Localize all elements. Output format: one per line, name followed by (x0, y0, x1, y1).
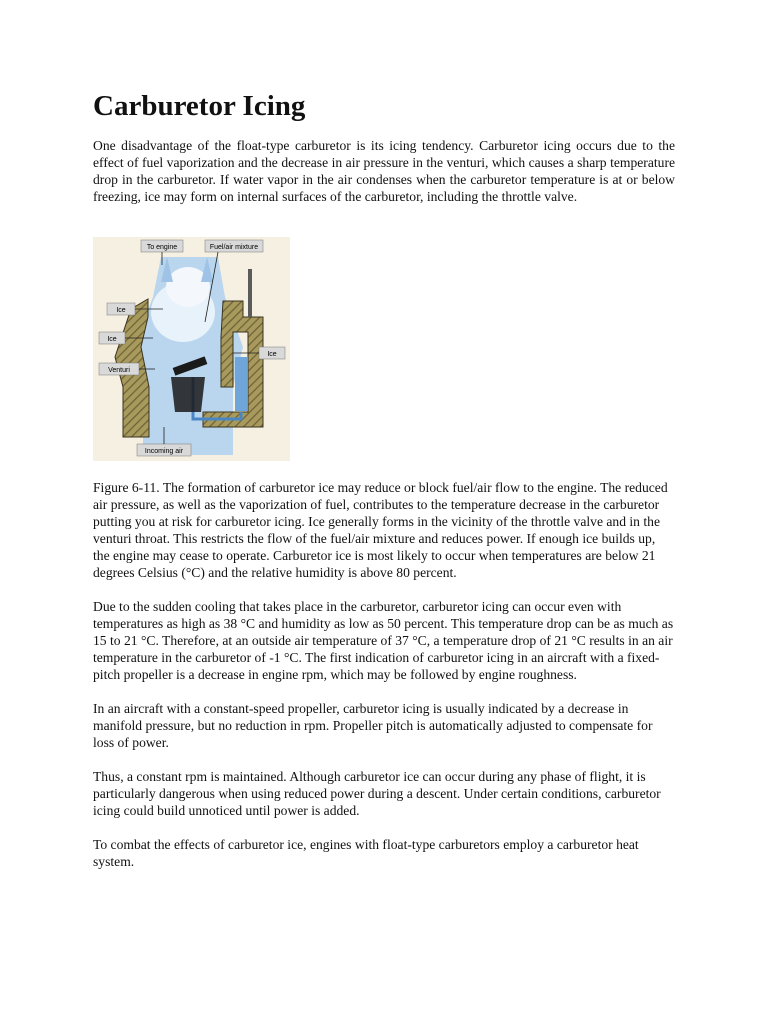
label-ice-2: Ice (107, 336, 117, 343)
label-ice-3: Ice (267, 351, 277, 358)
document-page (93, 88, 675, 870)
paragraph-constant-speed: In an aircraft with a constant-speed propeller, carburetor icing is usually indicated by a decrease in manifold pressure, but no reduction in rpm. Propeller pitch is automatically adjusted to compensate for loss of power. (93, 701, 653, 750)
label-incoming-air: Incoming air (144, 448, 184, 455)
carburetor-icing-figure (93, 237, 290, 461)
paragraph-constant-rpm: Thus, a constant rpm is maintained. Although carburetor ice can occur during any phase of flight, it is particularly dangerous when using reduced power during a descent. Under certain conditions, carburetor icing could build unnoticed until power is added. (93, 769, 661, 818)
venturi-throat (171, 377, 205, 412)
paragraph-carburetor-heat: To combat the effects of carburetor ice, engines with float-type carburetors employ a carburetor heat system. (93, 837, 639, 869)
page-title: Carburetor Icing (93, 90, 306, 122)
intro-paragraph: One disadvantage of the float-type carburetor is its icing tendency. Carburetor icing occurs due to the effect of fuel vaporization and the decrease in air pressure in the venturi, which causes a sharp temperature drop in the carburetor. If water vapor in the air condenses when the carburetor temperature is at or below freezing, ice may form on internal surfaces of the carburetor, including the throttle valve. (93, 138, 675, 204)
fuel-in-chamber (235, 357, 247, 411)
label-ice-1: Ice (116, 307, 126, 314)
label-venturi: Venturi (108, 367, 130, 374)
carburetor-diagram (93, 237, 290, 461)
float-rod (248, 269, 252, 317)
label-to-engine: To engine (146, 244, 178, 251)
paragraph-temperature-drop: Due to the sudden cooling that takes place in the carburetor, carburetor icing can occur even with temperatures as high as 38 °C and humidity as low as 50 percent. This temperature drop can be as much as 15 to 21 °C. Therefore, at an outside air temperature of 37 °C, a temperature drop of 21 °C results in an air temperature in the carburetor of -1 °C. The first indication of carburetor icing in an aircraft with a fixed-pitch propeller is a decrease in engine rpm, which may be followed by engine roughness. (93, 599, 674, 682)
label-fuel-air-mixture: Fuel/air mixture (209, 244, 259, 251)
figure-caption: Figure 6-11. The formation of carburetor ice may reduce or block fuel/air flow to the engine. The reduced air pressure, as well as the vaporization of fuel, contributes to the temperature decrease in the carburetor putting you at risk for carburetor icing. Ice generally forms in the vicinity of the throttle valve and in the venturi throat. This restricts the flow of the fuel/air mixture and reduces power. If enough ice builds up, the engine may cease to operate. Carburetor ice is most likely to occur when temperatures are below 21 degrees Celsius (°C) and the relative humidity is above 80 percent. (93, 480, 668, 580)
